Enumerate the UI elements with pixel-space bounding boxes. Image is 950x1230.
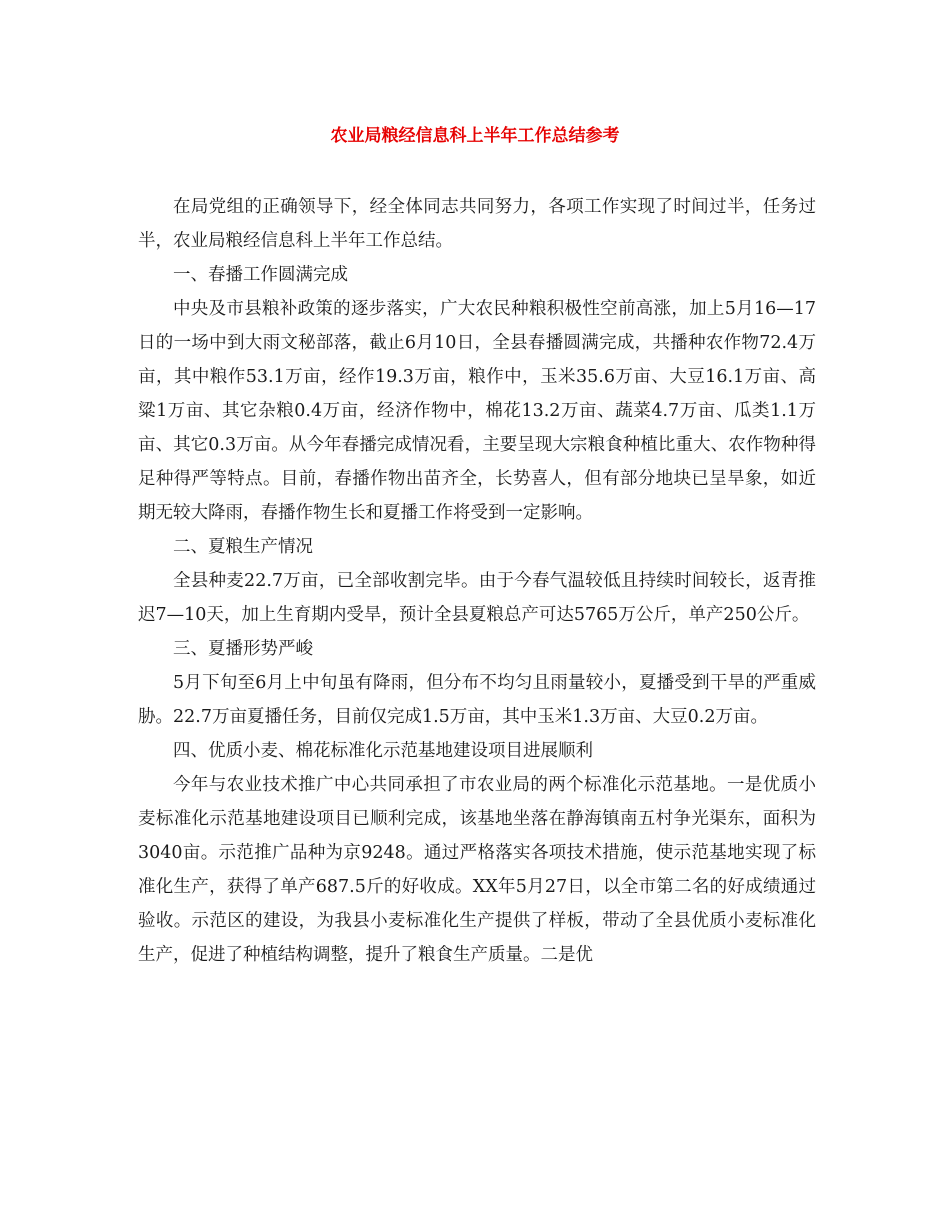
paragraph-summer-sowing: 5月下旬至6月上中旬虽有降雨，但分布不均匀且雨量较小，夏播受到干旱的严重威胁。22.7万亩夏播任务，目前仅完成1.5万亩，其中玉米1.3万亩、大豆0.2万亩。 bbox=[138, 673, 816, 727]
paragraph-intro: 在局党组的正确领导下，经全体同志共同努力，各项工作实现了时间过半，任务过半，农业局粮经信息科上半年工作总结。 bbox=[138, 197, 816, 251]
document-body bbox=[138, 190, 816, 972]
section-heading-2: 二、夏粮生产情况 bbox=[173, 537, 313, 557]
document-title: 农业局粮经信息科上半年工作总结参考 bbox=[330, 126, 620, 146]
paragraph-spring-sowing: 中央及市县粮补政策的逐步落实，广大农民种粮积极性空前高涨，加上5月16—17日的一场中到大雨文秘部落，截止6月10日，全县春播圆满完成，共播种农作物72.4万亩，其中粮作53.1万亩，经作19.3万亩，粮作中，玉米35.6万亩、大豆16.1万亩、高粱1万亩、其它杂粮0.4万亩，经济作物中，棉花13.2万亩、蔬菜4.7万亩、瓜类1.1万亩、其它0.3万亩。从今年春播完成情况看，主要呈现大宗粮食种植比重大、农作物种得足种得严等特点。目前，春播作物出苗齐全，长势喜人，但有部分地块已呈旱象，如近期无较大降雨，春播作物生长和夏播工作将受到一定影响。 bbox=[138, 299, 816, 523]
paragraph-demo-base: 今年与农业技术推广中心共同承担了市农业局的两个标准化示范基地。一是优质小麦标准化示范基地建设项目已顺利完成，该基地坐落在静海镇南五村争光渠东，面积为3040亩。示范推广品种为京9248。通过严格落实各项技术措施，使示范基地实现了标准化生产，获得了单产687.5斤的好收成。XX年5月27日，以全市第二名的好成绩通过验收。示范区的建设，为我县小麦标准化生产提供了样板，带动了全县优质小麦标准化生产，促进了种植结构调整，提升了粮食生产质量。二是优 bbox=[138, 775, 816, 965]
section-heading-4: 四、优质小麦、棉花标准化示范基地建设项目进展顺利 bbox=[173, 741, 593, 761]
paragraph-summer-grain: 全县种麦22.7万亩，已全部收割完毕。由于今春气温较低且持续时间较长，返青推迟7—10天，加上生育期内受旱，预计全县夏粮总产可达5765万公斤，单产250公斤。 bbox=[138, 571, 816, 625]
section-heading-3: 三、夏播形势严峻 bbox=[173, 639, 313, 659]
section-heading-1: 一、春播工作圆满完成 bbox=[173, 265, 348, 285]
